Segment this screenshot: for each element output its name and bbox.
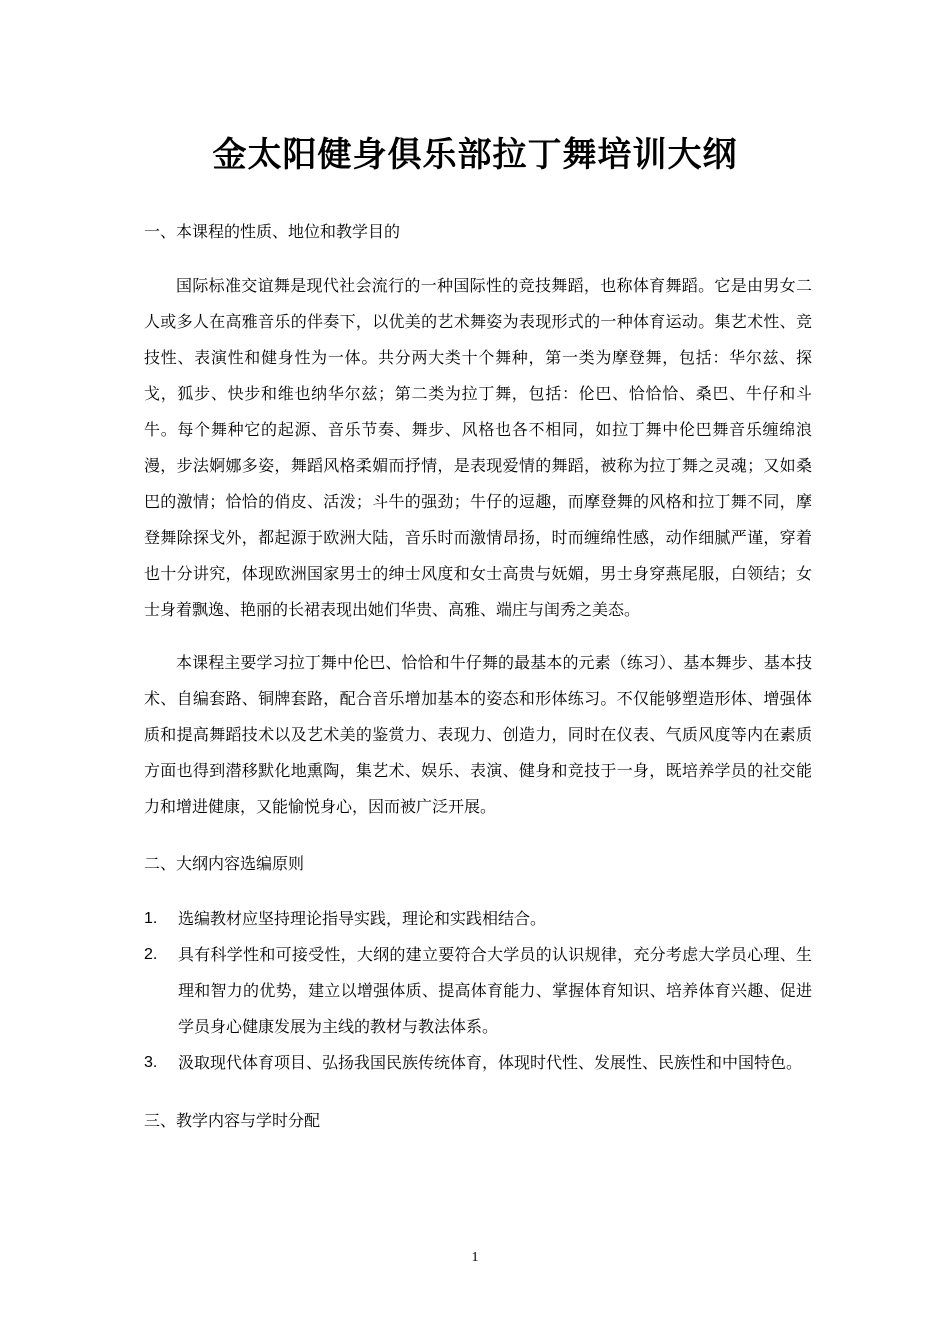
list-item xyxy=(144,901,812,937)
list-item-text: 选编教材应坚持理论指导实践，理论和实践相结合。 xyxy=(178,909,547,928)
list-item-text: 具有科学性和可接受性，大纲的建立要符合大学员的认识规律，充分考虑大学员心理、生理和智力的优势，建立以增强体质、提高体育能力、掌握体育知识、培养体育兴趣、促进学员身心健康发展为主线的教材与教法体系。 xyxy=(178,945,812,1036)
list-item xyxy=(144,1045,812,1081)
page-number: 1 xyxy=(471,1250,479,1265)
paragraph-dance-introduction: 国际标准交谊舞是现代社会流行的一种国际性的竞技舞蹈，也称体育舞蹈。它是由男女二人或多人在高雅音乐的伴奏下，以优美的艺术舞姿为表现形式的一种体育运动。集艺术性、竞技性、表演性和健身性为一体。共分两大类十个舞种，第一类为摩登舞，包括：华尔兹、探戈，狐步、快步和维也纳华尔兹；第二类为拉丁舞，包括：伦巴、恰恰恰、桑巴、牛仔和斗牛。每个舞种它的起源、音乐节奏、舞步、风格也各不相同，如拉丁舞中伦巴舞音乐缠绵浪漫，步法婀娜多姿，舞蹈风格柔媚而抒情，是表现爱情的舞蹈，被称为拉丁舞之灵魂；又如桑巴的激情；恰恰的俏皮、活泼；斗牛的强劲；牛仔的逗趣，而摩登舞的风格和拉丁舞不同，摩登舞除探戈外，都起源于欧洲大陆，音乐时而激情昂扬，时而缠绵性感，动作细腻严谨，穿着也十分讲究，体现欧洲国家男士的绅士风度和女士高贵与妩媚，男士身穿燕尾服，白领结；女士身着飘逸、艳丽的长裙表现出她们华贵、高雅、端庄与闺秀之美态。 xyxy=(144,276,812,619)
list-item-text: 汲取现代体育项目、弘扬我国民族传统体育，体现时代性、发展性、民族性和中国特色。 xyxy=(178,1053,803,1072)
document-title: 金太阳健身俱乐部拉丁舞培训大纲 xyxy=(212,134,738,175)
list-item-number: 2. xyxy=(144,946,158,963)
principles-list xyxy=(144,901,812,1081)
list-item-number: 1. xyxy=(144,910,158,927)
list-item xyxy=(144,937,812,1045)
document-body xyxy=(144,214,812,1139)
section-heading-teaching-content: 三、教学内容与学时分配 xyxy=(144,1111,321,1130)
paragraph-course-content: 本课程主要学习拉丁舞中伦巴、恰恰和牛仔舞的最基本的元素（练习）、基本舞步、基本技术、自编套路、铜牌套路，配合音乐增加基本的姿态和形体练习。不仅能够塑造形体、增强体质和提高舞蹈技术以及艺术美的鉴赏力、表现力、创造力，同时在仪表、气质风度等内在素质方面也得到潜移默化地熏陶，集艺术、娱乐、表演、健身和竞技于一身，既培养学员的社交能力和增进健康，又能愉悦身心，因而被广泛开展。 xyxy=(144,653,812,816)
list-item-number: 3. xyxy=(144,1054,158,1071)
section-heading-nature: 一、本课程的性质、地位和教学目的 xyxy=(144,222,401,241)
section-heading-principles: 二、大纲内容选编原则 xyxy=(144,854,305,873)
